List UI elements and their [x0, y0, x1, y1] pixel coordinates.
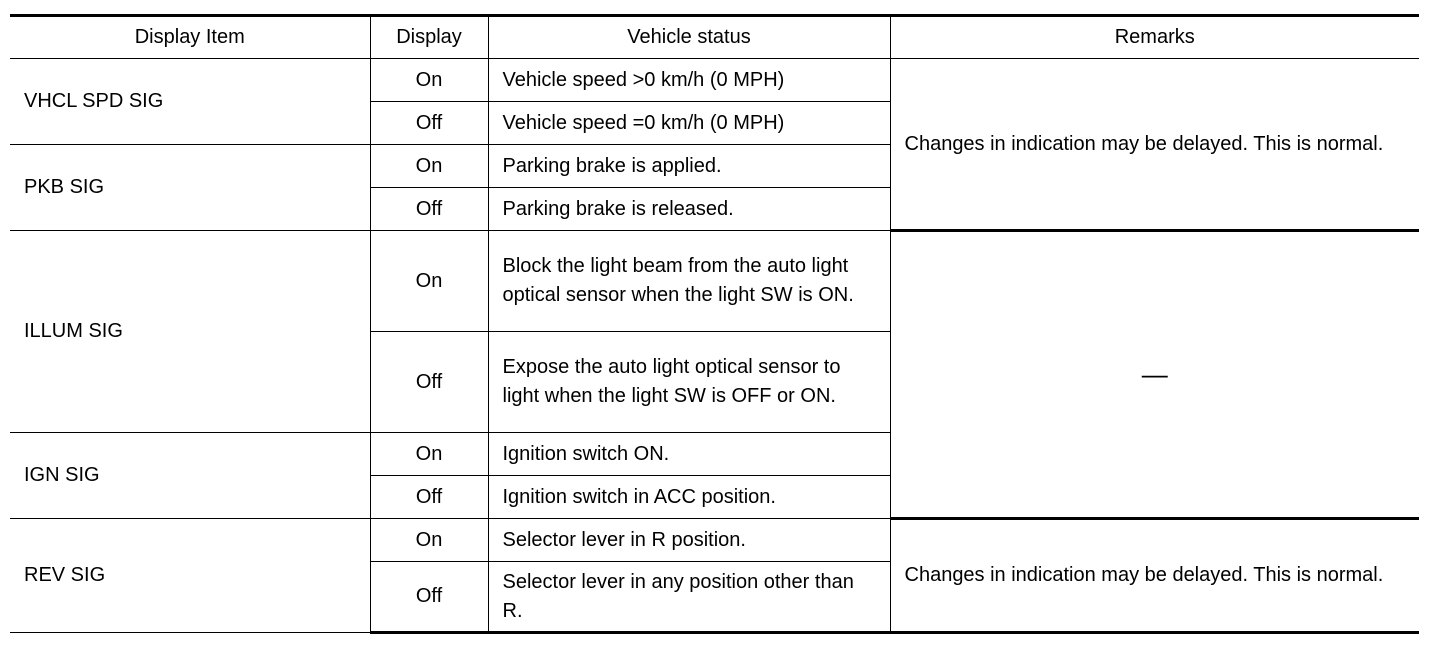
- vehicle-status: Selector lever in any position other than R.: [488, 562, 890, 633]
- remarks-cell: Changes in indication may be delayed. This is normal.: [890, 59, 1419, 231]
- vehicle-status: Ignition switch in ACC position.: [488, 476, 890, 519]
- display-value: On: [370, 145, 488, 188]
- display-value: On: [370, 433, 488, 476]
- display-value: Off: [370, 562, 488, 633]
- display-item-rev-sig: REV SIG: [10, 519, 370, 633]
- display-item-ign-sig: IGN SIG: [10, 433, 370, 519]
- vehicle-status: Block the light beam from the auto light optical sensor when the light SW is ON.: [488, 231, 890, 332]
- display-value: Off: [370, 476, 488, 519]
- vehicle-status: Vehicle speed >0 km/h (0 MPH): [488, 59, 890, 102]
- display-item-illum-sig: ILLUM SIG: [10, 231, 370, 433]
- display-value: Off: [370, 188, 488, 231]
- display-item-pkb-sig: PKB SIG: [10, 145, 370, 231]
- header-remarks: Remarks: [890, 16, 1419, 59]
- display-value: On: [370, 519, 488, 562]
- table-row: [10, 59, 1419, 102]
- vehicle-status: Ignition switch ON.: [488, 433, 890, 476]
- display-item-vhcl-spd-sig: VHCL SPD SIG: [10, 59, 370, 145]
- vehicle-status: Parking brake is released.: [488, 188, 890, 231]
- vehicle-status: Selector lever in R position.: [488, 519, 890, 562]
- remarks-cell: —: [890, 231, 1419, 519]
- display-value: On: [370, 231, 488, 332]
- header-display-item: Display Item: [10, 16, 370, 59]
- display-value: Off: [370, 332, 488, 433]
- table-row: [10, 231, 1419, 332]
- header-vehicle-status: Vehicle status: [488, 16, 890, 59]
- header-row: [10, 16, 1419, 59]
- table-row: [10, 519, 1419, 562]
- display-item-table: [10, 14, 1419, 634]
- vehicle-status: Expose the auto light optical sensor to light when the light SW is OFF or ON.: [488, 332, 890, 433]
- vehicle-status: Parking brake is applied.: [488, 145, 890, 188]
- remarks-cell: Changes in indication may be delayed. This is normal.: [890, 519, 1419, 633]
- display-value: Off: [370, 102, 488, 145]
- vehicle-status: Vehicle speed =0 km/h (0 MPH): [488, 102, 890, 145]
- display-value: On: [370, 59, 488, 102]
- header-display: Display: [370, 16, 488, 59]
